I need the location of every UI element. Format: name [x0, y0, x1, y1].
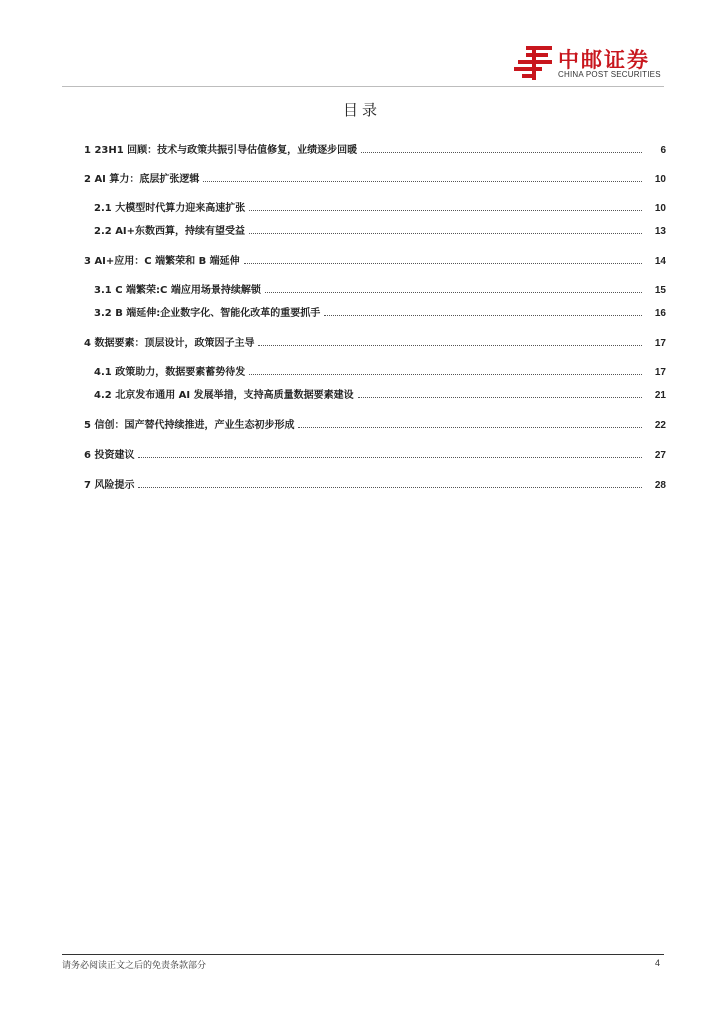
toc-entry-page: 17: [654, 367, 666, 378]
toc-entry[interactable]: [84, 475, 666, 491]
toc-entry-text: 4.2 北京发布通用 AI 发展举措，支持高质量数据要素建设: [94, 390, 354, 401]
toc-entry-page: 17: [654, 338, 666, 349]
toc-entry[interactable]: [94, 303, 666, 319]
toc-leader-dots: [361, 152, 642, 153]
logo-english-name: CHINA POST SECURITIES: [558, 70, 661, 79]
toc-entry[interactable]: [84, 251, 666, 267]
toc-entry-text: 3 AI+应用：C 端繁荣和 B 端延伸: [84, 256, 240, 267]
toc-leader-dots: [138, 487, 642, 488]
toc-entry-page: 16: [654, 308, 666, 319]
toc-entry-page: 10: [654, 203, 666, 214]
toc-entry[interactable]: [94, 385, 666, 401]
toc-entry[interactable]: [84, 169, 666, 185]
toc-entry[interactable]: [84, 445, 666, 461]
toc-leader-dots: [324, 315, 642, 316]
toc-entry-page: 21: [654, 390, 666, 401]
footer-disclaimer: 请务必阅读正文之后的免责条款部分: [62, 961, 207, 971]
toc-entry[interactable]: [94, 221, 666, 237]
toc-entry[interactable]: [84, 333, 666, 349]
toc-leader-dots: [249, 210, 642, 211]
footer-divider: [62, 954, 664, 955]
toc-entry-page: 6: [660, 145, 666, 156]
toc-entry[interactable]: [94, 198, 666, 214]
toc-leader-dots: [258, 345, 642, 346]
page-number: 4: [654, 958, 660, 968]
toc-entry-page: 13: [654, 226, 666, 237]
toc-entry-text: 7 风险提示: [84, 480, 135, 491]
toc-entry-text: 1 23H1 回顾：技术与政策共振引导估值修复，业绩逐步回暖: [84, 145, 358, 156]
toc-entry-page: 10: [654, 174, 666, 185]
company-logo: [512, 44, 672, 86]
toc-leader-dots: [265, 292, 642, 293]
toc-leader-dots: [298, 427, 642, 428]
toc-entry-text: 2.1 大模型时代算力迎来高速扩张: [94, 203, 246, 214]
toc-entry-text: 2.2 AI+东数西算，持续有望受益: [94, 226, 246, 237]
toc-entry-page: 28: [654, 480, 666, 491]
toc-title: 目录: [342, 101, 381, 119]
toc-entry-page: 27: [654, 450, 666, 461]
toc-leader-dots: [249, 233, 642, 234]
toc-entry-page: 14: [654, 256, 666, 267]
toc-leader-dots: [203, 181, 642, 182]
toc-leader-dots: [249, 374, 642, 375]
china-post-logo-icon: [512, 44, 556, 82]
toc-entry-page: 15: [654, 285, 666, 296]
logo-chinese-name: 中邮证券: [558, 48, 650, 72]
toc-entry[interactable]: [94, 362, 666, 378]
toc-entry-text: 4.1 政策助力，数据要素蓄势待发: [94, 367, 246, 378]
toc-entry-text: 5 信创：国产替代持续推进，产业生态初步形成: [84, 420, 295, 431]
toc-leader-dots: [138, 457, 642, 458]
toc-entry-page: 22: [654, 420, 666, 431]
toc-entry-text: 3.1 C 端繁荣:C 端应用场景持续解锁: [94, 285, 261, 296]
toc-leader-dots: [244, 263, 642, 264]
toc-entry-text: 2 AI 算力：底层扩张逻辑: [84, 174, 200, 185]
toc-entry-text: 3.2 B 端延伸:企业数字化、智能化改革的重要抓手: [94, 308, 321, 319]
toc-entry-text: 6 投资建议: [84, 450, 135, 461]
toc-entry[interactable]: [84, 415, 666, 431]
toc-entry[interactable]: [94, 280, 666, 296]
toc-entry-text: 4 数据要素：顶层设计，政策因子主导: [84, 338, 255, 349]
toc-entry[interactable]: [84, 140, 666, 156]
toc-leader-dots: [358, 397, 642, 398]
header-divider: [62, 86, 664, 87]
